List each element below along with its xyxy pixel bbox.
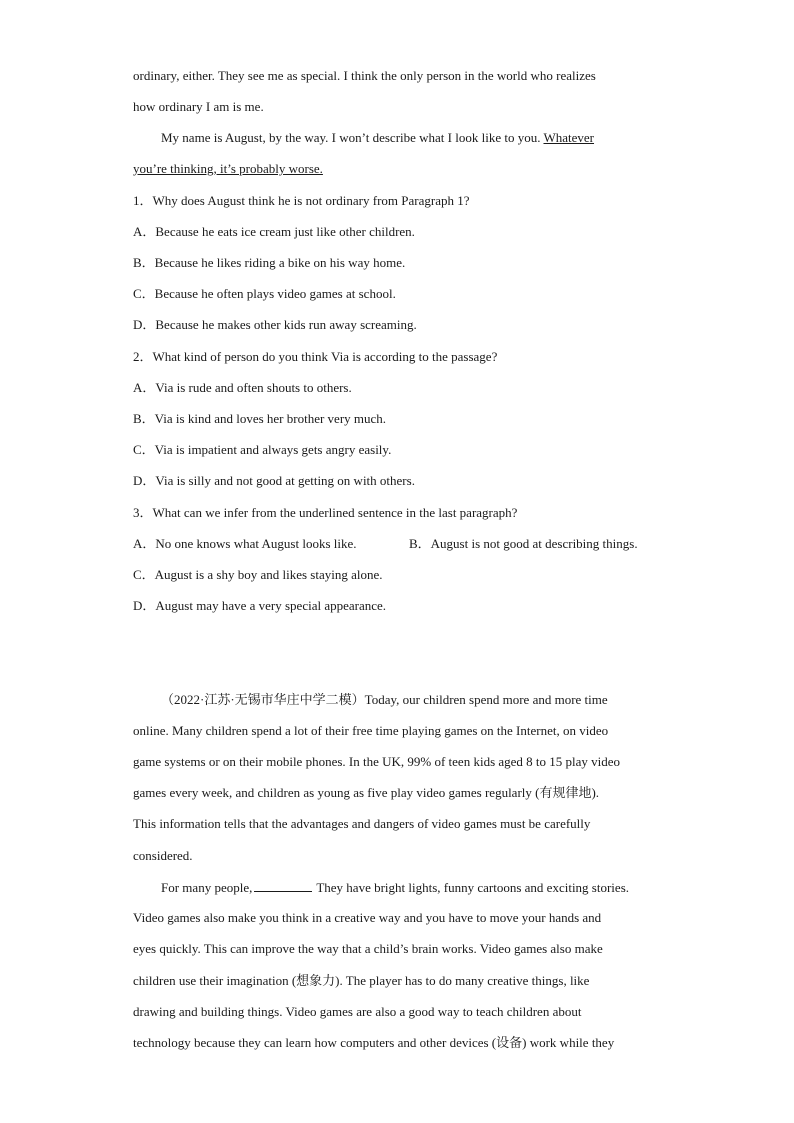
- passage2-text: For many people,: [161, 880, 253, 895]
- question-option: C．Via is impatient and always gets angry easily.: [133, 442, 392, 457]
- question-option: B．Because he likes riding a bike on his way home.: [133, 255, 406, 270]
- passage2-line: children use their imagination (想象力). The player has to do many creative things, like: [133, 973, 590, 988]
- question-option: A．Via is rude and often shouts to others.: [133, 380, 352, 395]
- passage1-line: how ordinary I am is me.: [133, 99, 264, 114]
- passage2-line: [161, 879, 629, 896]
- answer-blank[interactable]: [254, 879, 312, 892]
- underlined-sentence: you’re thinking, it’s probably worse.: [133, 161, 323, 176]
- passage2-line: games every week, and children as young as five play video games regularly (有规律地).: [133, 785, 600, 800]
- question-stem: 1．Why does August think he is not ordinary from Paragraph 1?: [133, 193, 470, 208]
- passage2-line: considered.: [133, 848, 193, 863]
- question-option: A．No one knows what August looks like.: [133, 536, 357, 551]
- question-option: D．Because he makes other kids run away screaming.: [133, 317, 417, 332]
- question-option: D．August may have a very special appearance.: [133, 598, 387, 613]
- passage2-line: eyes quickly. This can improve the way that a child’s brain works. Video games also make: [133, 941, 603, 956]
- passage1-line: ordinary, either. They see me as special. I think the only person in the world who realizes: [133, 68, 596, 83]
- question-option: B．Via is kind and loves her brother very much.: [133, 411, 387, 426]
- question-stem: 3．What can we infer from the underlined sentence in the last paragraph?: [133, 505, 518, 520]
- question-option: C．Because he often plays video games at school.: [133, 286, 396, 301]
- question-option: B．August is not good at describing things.: [409, 536, 638, 551]
- passage2-line: This information tells that the advantages and dangers of video games must be carefully: [133, 816, 591, 831]
- passage1-line: [133, 161, 323, 177]
- passage2-line: game systems or on their mobile phones. In the UK, 99% of teen kids aged 8 to 15 play video: [133, 754, 621, 769]
- passage1-text: My name is August, by the way. I won’t describe what I look like to you.: [161, 130, 544, 145]
- question-option: C．August is a shy boy and likes staying alone.: [133, 567, 383, 582]
- passage1-line: [161, 130, 594, 146]
- question-option-row: [133, 536, 693, 552]
- underlined-sentence: Whatever: [543, 130, 595, 145]
- question-option: A．Because he eats ice cream just like other children.: [133, 224, 415, 239]
- passage2-line: drawing and building things. Video games are also a good way to teach children about: [133, 1004, 582, 1019]
- question-option: D．Via is silly and not good at getting on with others.: [133, 473, 415, 488]
- passage2-text: They have bright lights, funny cartoons and exciting stories.: [316, 880, 629, 895]
- question-stem: 2．What kind of person do you think Via is according to the passage?: [133, 349, 498, 364]
- passage2-line: online. Many children spend a lot of their free time playing games on the Internet, on video: [133, 723, 609, 738]
- passage2-line: Video games also make you think in a creative way and you have to move your hands and: [133, 910, 602, 925]
- passage2-line: technology because they can learn how computers and other devices (设备) work while they: [133, 1035, 615, 1050]
- passage2-line: （2022·江苏·无锡市华庄中学二模）Today, our children spend more and more time: [161, 692, 608, 707]
